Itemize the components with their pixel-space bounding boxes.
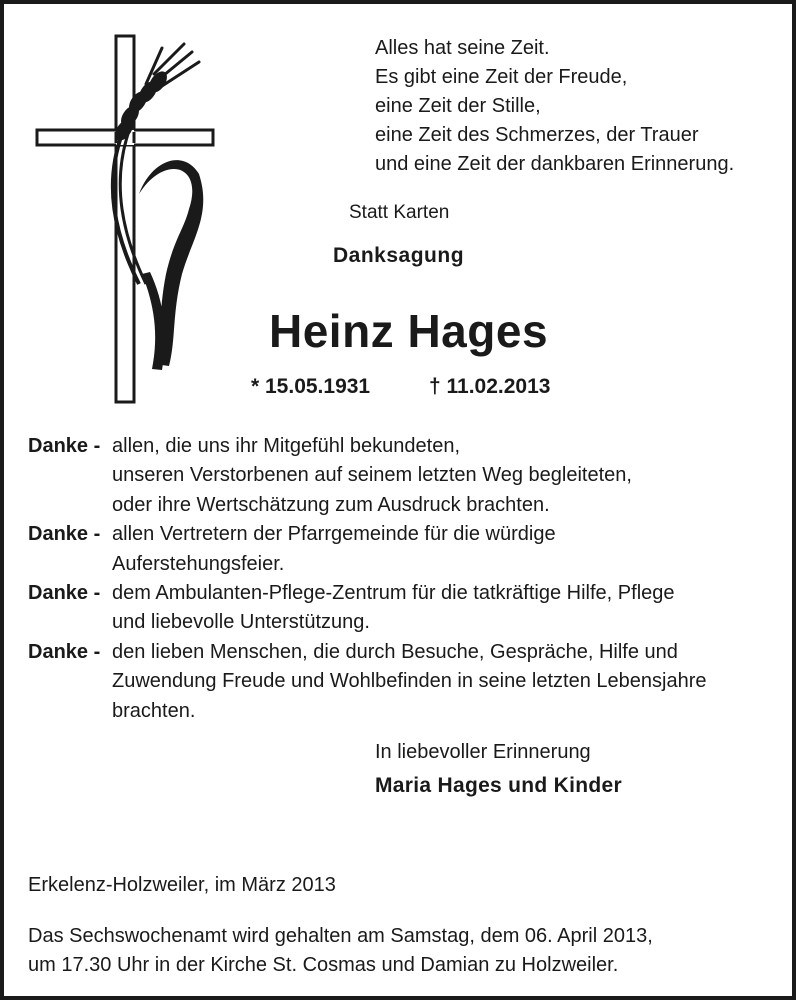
thanks-item [28,432,788,520]
thanks-label: Danke - [28,582,101,605]
thanks-line: dem Ambulanten-Pflege-Zentrum für die tatkräftige Hilfe, Pflege [112,582,675,605]
statt-karten-label: Statt Karten [349,202,450,223]
mass-announcement [28,922,653,980]
thanks-line: Auferstehungsfeier. [112,552,285,575]
danksagung-heading: Danksagung [333,244,465,267]
death-date: † 11.02.2013 [429,375,551,398]
poem-line: eine Zeit des Schmerzes, der Trauer [375,124,699,146]
thanks-label: Danke - [28,640,101,663]
family-signature: Maria Hages und Kinder [375,774,622,797]
thanks-item [28,520,788,579]
thanks-line: allen Vertretern der Pfarrgemeinde für die würdige [112,523,556,546]
thanks-line: und liebevolle Unterstützung. [112,611,370,634]
memory-line: In liebevoller Erinnerung [375,741,591,763]
thanks-item [28,579,788,638]
deceased-name: Heinz Hages [269,305,549,357]
thanks-item [28,638,788,726]
mass-line: Das Sechswochenamt wird gehalten am Samstag, dem 06. April 2013, [28,925,653,947]
thanks-line: unseren Verstorbenen auf seinem letzten Weg begleiteten, [112,464,632,487]
poem-line: Es gibt eine Zeit der Freude, [375,66,628,88]
mass-line: um 17.30 Uhr in der Kirche St. Cosmas und Damian zu Holzweiler. [28,954,619,976]
thanks-line: Zuwendung Freude und Wohlbefinden in seine letzten Lebensjahre [112,670,707,693]
poem-line: Alles hat seine Zeit. [375,37,550,59]
thanks-line: allen, die uns ihr Mitgefühl bekundeten, [112,435,461,457]
poem [375,34,734,179]
thanks-line: oder ihre Wertschätzung zum Ausdruck brachten. [112,493,550,516]
poem-line: eine Zeit der Stille, [375,95,541,117]
thanks-list [28,432,788,726]
birth-date: * 15.05.1931 [251,375,371,398]
place-date: Erkelenz-Holzweiler, im März 2013 [28,874,336,896]
thanks-label: Danke - [28,523,101,546]
poem-line: und eine Zeit der dankbaren Erinnerung. [375,153,735,175]
thanks-label: Danke - [28,435,101,457]
thanks-line: brachten. [112,699,196,722]
thanks-line: den lieben Menschen, die durch Besuche, Gespräche, Hilfe und [112,640,678,663]
cross-with-wheat-icon [34,34,219,404]
